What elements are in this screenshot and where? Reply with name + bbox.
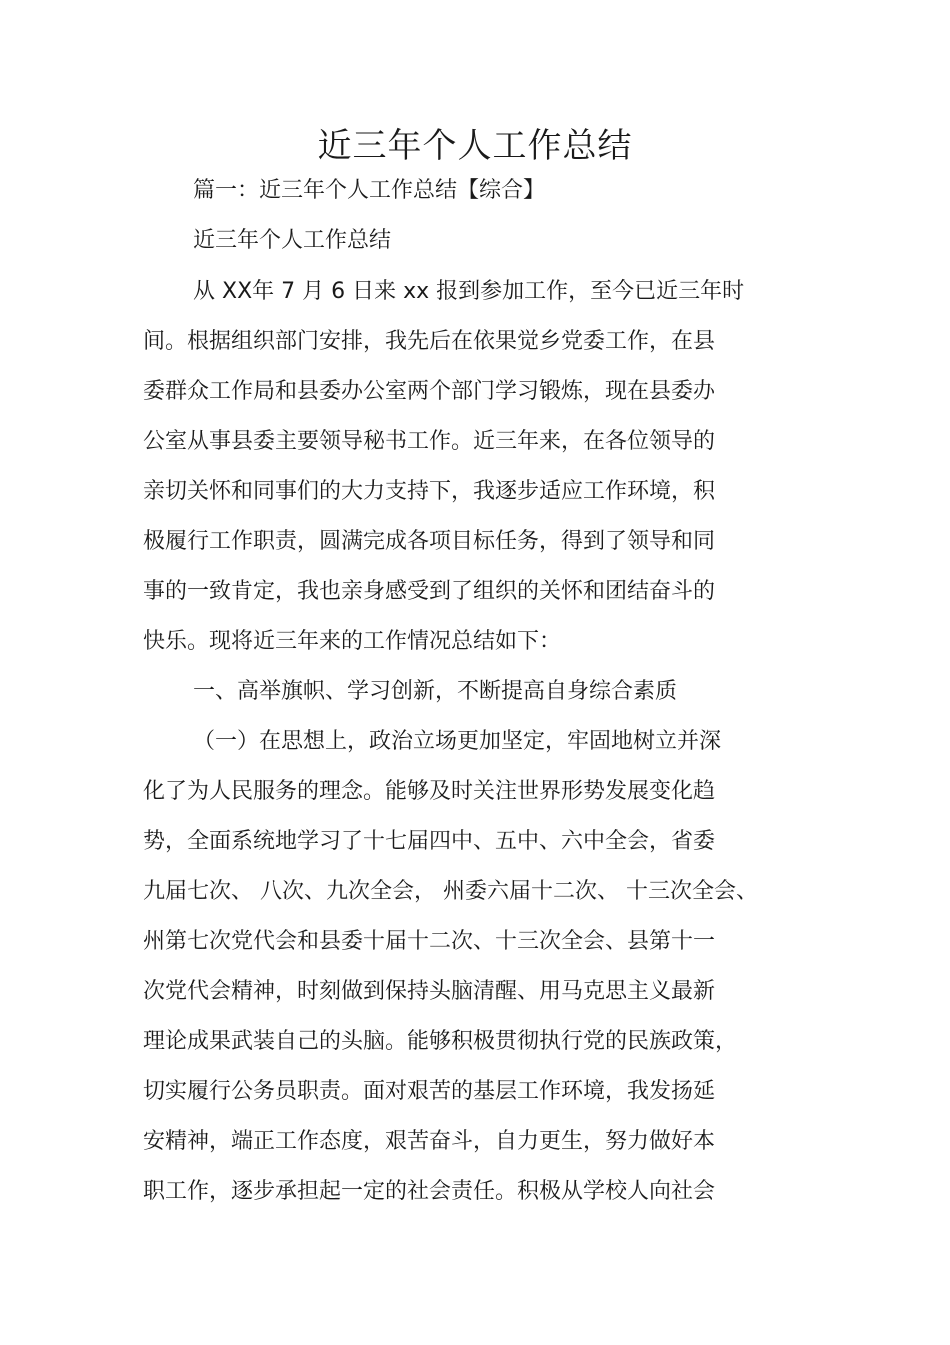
paragraph-line: 切实履行公务员职责。面对艰苦的基层工作环境，我发扬延 bbox=[143, 1079, 716, 1104]
paragraph-line: 委群众工作局和县委办公室两个部门学习锻炼，现在县委办 bbox=[143, 379, 716, 404]
paragraph-line: 州第七次党代会和县委十届十二次、十三次全会、县第十一 bbox=[143, 929, 716, 954]
section-heading: 篇一：近三年个人工作总结【综合】 bbox=[193, 178, 546, 203]
paragraph-line: 九届七次、 八次、九次全会， 州委六届十二次、 十三次全会、 bbox=[143, 879, 758, 904]
paragraph-line: 极履行工作职责，圆满完成各项目标任务，得到了领导和同 bbox=[143, 529, 716, 554]
paragraph-line: 化了为人民服务的理念。能够及时关注世界形势发展变化趋 bbox=[143, 779, 716, 804]
section-heading: 一、高举旗帜、学习创新，不断提高自身综合素质 bbox=[193, 679, 678, 704]
paragraph-line: 安精神，端正工作态度，艰苦奋斗，自力更生，努力做好本 bbox=[143, 1129, 716, 1154]
paragraph-line: 间。根据组织部门安排，我先后在依果觉乡党委工作，在县 bbox=[143, 329, 716, 354]
paragraph-line: 次党代会精神，时刻做到保持头脑清醒、用马克思主义最新 bbox=[143, 979, 716, 1004]
document-title: 近三年个人工作总结 bbox=[317, 126, 633, 166]
paragraph-line: 快乐。现将近三年来的工作情况总结如下： bbox=[143, 629, 562, 654]
paragraph-line: 理论成果武装自己的头脑。能够积极贯彻执行党的民族政策， bbox=[143, 1029, 738, 1054]
subtitle: 近三年个人工作总结 bbox=[193, 228, 392, 253]
paragraph-line: 从 XX年 7 月 6 日来 xx 报到参加工作，至今已近三年时 bbox=[193, 279, 745, 304]
paragraph-line: 事的一致肯定，我也亲身感受到了组织的关怀和团结奋斗的 bbox=[143, 579, 716, 604]
paragraph-line: 亲切关怀和同事们的大力支持下，我逐步适应工作环境，积 bbox=[143, 479, 716, 504]
paragraph-line: 公室从事县委主要领导秘书工作。近三年来，在各位领导的 bbox=[143, 429, 716, 454]
paragraph-line: 职工作，逐步承担起一定的社会责任。积极从学校人向社会 bbox=[143, 1179, 716, 1204]
paragraph-line: （一）在思想上，政治立场更加坚定，牢固地树立并深 bbox=[193, 729, 722, 754]
paragraph-line: 势，全面系统地学习了十七届四中、五中、六中全会，省委 bbox=[143, 829, 716, 854]
